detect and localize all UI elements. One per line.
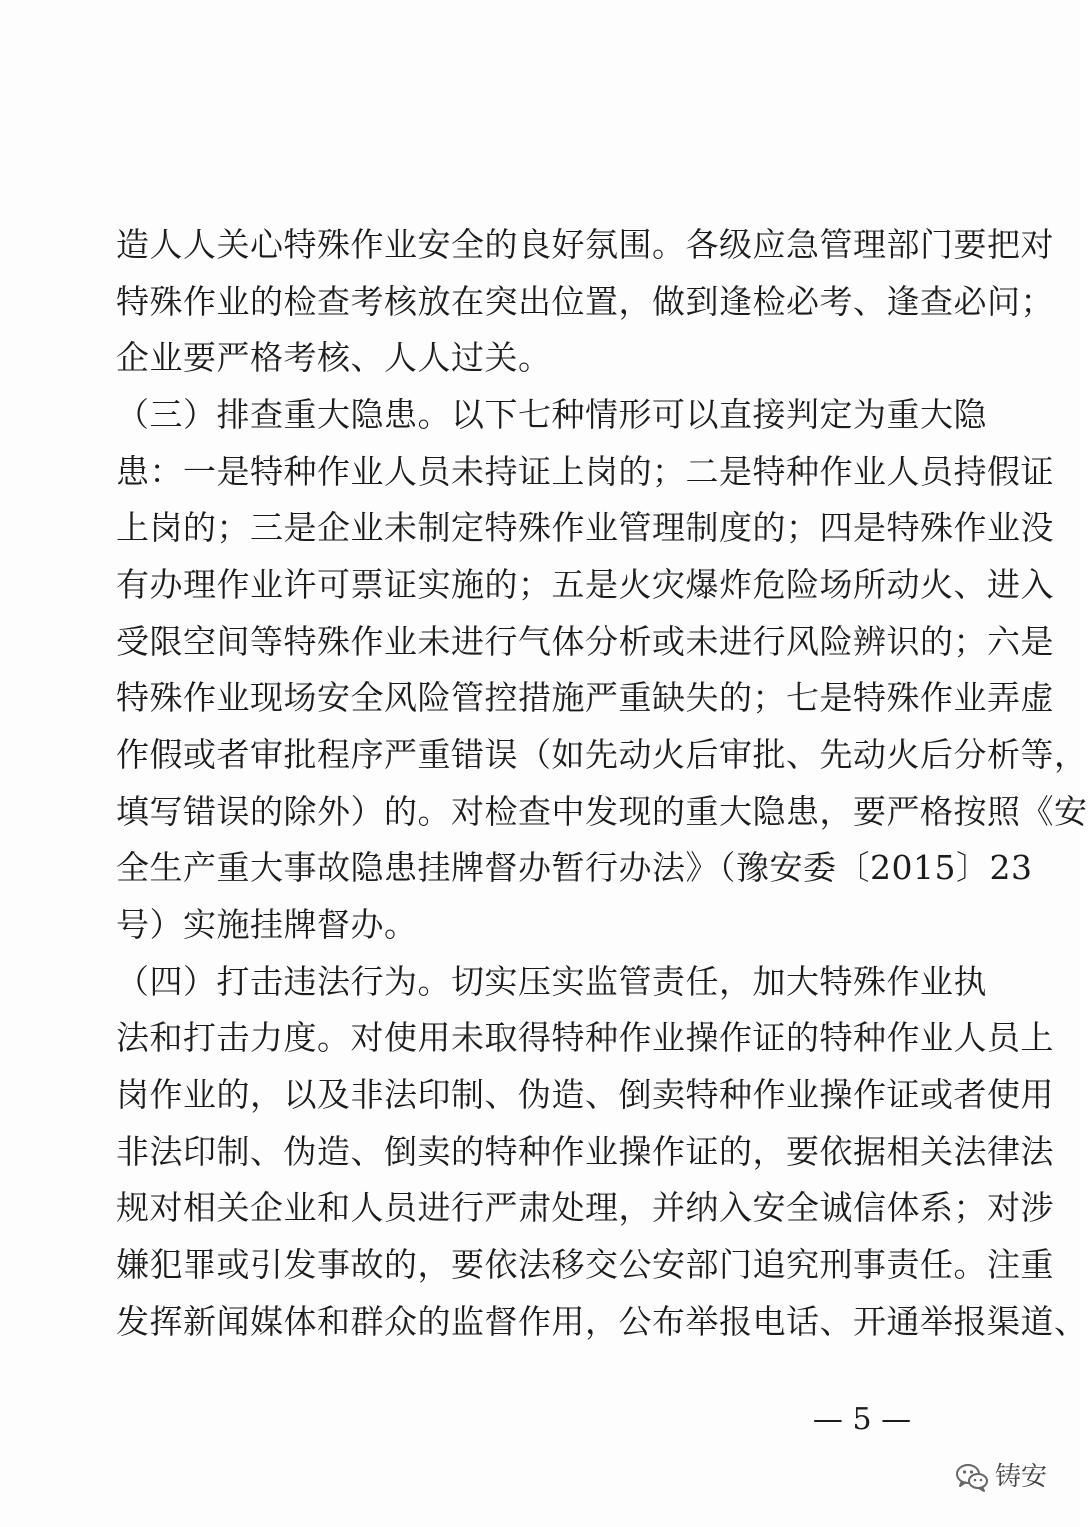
wechat-icon — [955, 1462, 989, 1492]
paragraph-line: 有办理作业许可票证实施的；五是火灾爆炸危险场所动火、进入 — [116, 565, 1054, 604]
paragraph-line: 受限空间等特殊作业未进行气体分析或未进行风险辨识的；六是 — [116, 622, 1054, 661]
paragraph-line: 企业要严格考核、人人过关。 — [116, 338, 552, 377]
section-heading-line: （四）打击违法行为。切实压实监管责任，加大特殊作业执 — [116, 962, 987, 1001]
paragraph-line: 发挥新闻媒体和群众的监督作用，公布举报电话、开通举报渠道、 — [116, 1302, 1088, 1341]
paragraph-line: 特殊作业现场安全风险管控措施严重缺失的；七是特殊作业弄虚 — [116, 678, 1054, 717]
watermark-label: 铸安 — [995, 1462, 1048, 1492]
paragraph-line: 法和打击力度。对使用未取得特种作业操作证的特种作业人员上 — [116, 1018, 1054, 1057]
paragraph-line: 患：一是特种作业人员未持证上岗的；二是特种作业人员持假证 — [116, 452, 1054, 491]
paragraph-line: 全生产重大事故隐患挂牌督办暂行办法》（豫安委〔2015〕23 — [116, 848, 1033, 887]
watermark — [955, 1457, 1047, 1497]
paragraph-line: 嫌犯罪或引发事故的，要依法移交公安部门追究刑事责任。注重 — [116, 1245, 1054, 1284]
paragraph-line: 造人人关心特殊作业安全的良好氛围。各级应急管理部门要把对 — [116, 225, 1054, 264]
paragraph-line: 上岗的；三是企业未制定特殊作业管理制度的；四是特殊作业没 — [116, 508, 1054, 547]
page-number: — 5 — — [812, 1402, 912, 1437]
paragraph-line: 岗作业的，以及非法印制、伪造、倒卖特种作业操作证或者使用 — [116, 1075, 1054, 1114]
paragraph-line: 非法印制、伪造、倒卖的特种作业操作证的，要依据相关法律法 — [116, 1132, 1054, 1171]
paragraph-line: 作假或者审批程序严重错误（如先动火后审批、先动火后分析等， — [116, 735, 1088, 774]
paragraph-line: 号）实施挂牌督办。 — [116, 905, 418, 944]
section-heading-line: （三）排查重大隐患。以下七种情形可以直接判定为重大隐 — [116, 395, 987, 434]
paragraph-line: 规对相关企业和人员进行严肃处理，并纳入安全诚信体系；对涉 — [116, 1188, 1054, 1227]
paragraph-line: 特殊作业的检查考核放在突出位置，做到逢检必考、逢查必问； — [116, 282, 1054, 321]
paragraph-line: 填写错误的除外）的。对检查中发现的重大隐患，要严格按照《安 — [116, 792, 1088, 831]
